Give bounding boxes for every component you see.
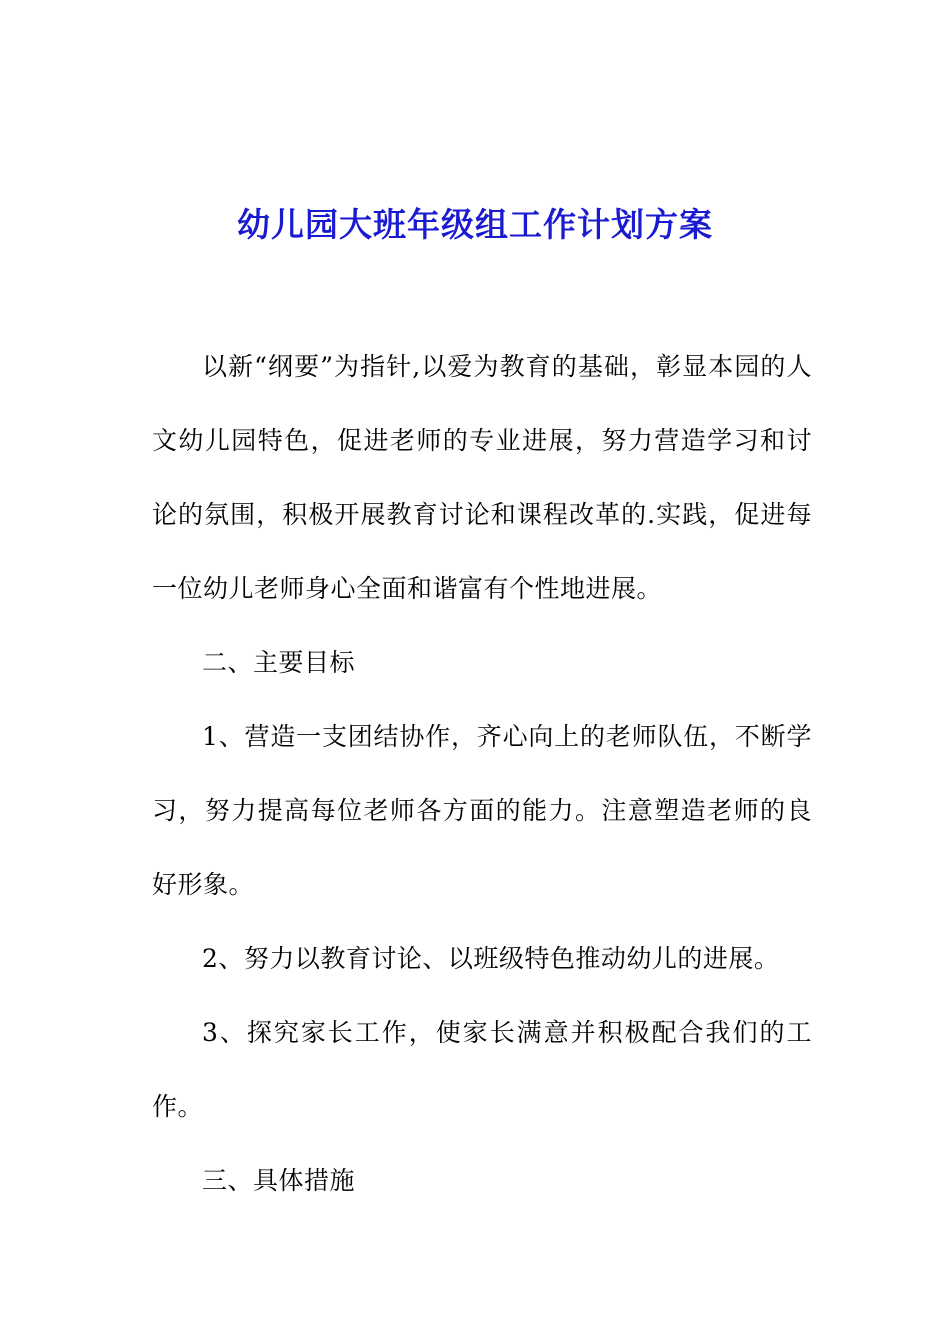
goal-item-3: 3、探究家长工作，使家长满意并积极配合我们的工作。	[152, 1018, 812, 1121]
document-body	[152, 330, 812, 1218]
section-heading-main-goals: 二、主要目标	[202, 648, 356, 677]
section-heading-measures: 三、具体措施	[202, 1166, 356, 1195]
goal-item-1: 1、营造一支团结协作，齐心向上的老师队伍，不断学习，努力提高每位老师各方面的能力。注意塑造老师的良好形象。	[152, 722, 812, 899]
goal-item-2: 2、努力以教育讨论、以班级特色推动幼儿的进展。	[202, 944, 780, 973]
paragraph-intro: 以新“纲要”为指针,以爱为教育的基础，彰显本园的人文幼儿园特色，促进老师的专业进展，努力营造学习和讨论的氛围，积极开展教育讨论和课程改革的.实践，促进每一位幼儿老师身心全面和谐富有个性地进展。	[152, 352, 812, 603]
document-title: 幼儿园大班年级组工作计划方案	[237, 205, 713, 245]
